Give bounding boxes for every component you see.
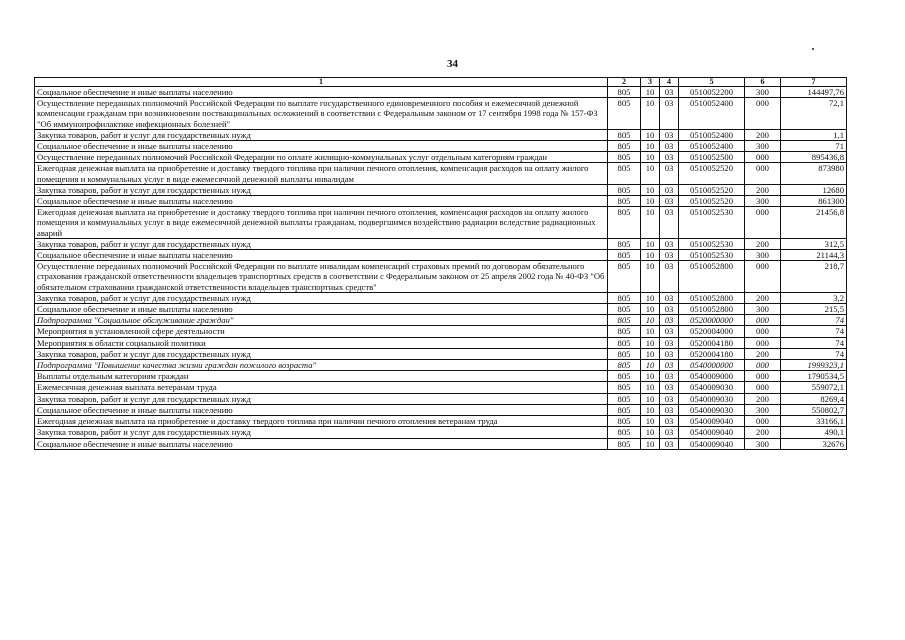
row-target-article-cell: 0540009040	[679, 416, 745, 427]
row-section-cell: 10	[641, 382, 660, 393]
row-section-cell: 10	[641, 261, 660, 293]
row-name-cell: Социальное обеспечение и иные выплаты населению	[35, 304, 608, 315]
table-row	[35, 141, 847, 152]
header-cell: 1	[35, 78, 608, 87]
row-subsection-cell: 03	[660, 207, 679, 239]
row-subsection-cell: 03	[660, 292, 679, 303]
row-section-cell: 10	[641, 416, 660, 427]
row-target-article-cell: 0510052500	[679, 152, 745, 163]
row-section-cell: 10	[641, 315, 660, 326]
row-code-cell: 805	[608, 98, 641, 130]
page-number: 34	[447, 58, 458, 70]
table-row	[35, 152, 847, 163]
row-expense-type-cell: 000	[745, 315, 781, 326]
row-expense-type-cell: 300	[745, 196, 781, 207]
table-row	[35, 129, 847, 140]
row-target-article-cell: 0510052800	[679, 292, 745, 303]
row-name-cell: Ежегодная денежная выплата на приобретение и доставку твердого топлива при наличии печного отопления, компенсация расходов на оплату жилого помещения и коммунальных услуг в виде ежемесячной денежной выплаты гражданам, подвергшимся воздействию радиации вследствие радиационных аварий	[35, 207, 608, 239]
row-section-cell: 10	[641, 292, 660, 303]
row-code-cell: 805	[608, 196, 641, 207]
row-code-cell: 805	[608, 337, 641, 348]
row-section-cell: 10	[641, 360, 660, 371]
row-subsection-cell: 03	[660, 261, 679, 293]
row-amount-cell: 1,1	[781, 129, 847, 140]
row-code-cell: 805	[608, 163, 641, 184]
row-target-article-cell: 0520000000	[679, 315, 745, 326]
header-cell: 4	[660, 78, 679, 87]
row-expense-type-cell: 000	[745, 382, 781, 393]
row-target-article-cell: 0540009040	[679, 438, 745, 449]
row-section-cell: 10	[641, 404, 660, 415]
row-section-cell: 10	[641, 438, 660, 449]
row-name-cell: Закупка товаров, работ и услуг для государственных нужд	[35, 292, 608, 303]
row-code-cell: 805	[608, 304, 641, 315]
row-amount-cell: 74	[781, 315, 847, 326]
table-row	[35, 371, 847, 382]
row-name-cell: Осуществление переданных полномочий Российской Федерации по выплате инвалидам компенсаций страховых премий по договорам обязательного страхования гражданской ответственности владельцев транспортных средств в соответствии с Федеральным законом от 25 апреля 2002 года № 40-ФЗ "Об обязательном страховании гражданской ответственности владельцев транспортных средств"	[35, 261, 608, 293]
row-code-cell: 805	[608, 141, 641, 152]
row-amount-cell: 71	[781, 141, 847, 152]
row-amount-cell: 550802,7	[781, 404, 847, 415]
budget-table	[34, 77, 847, 450]
row-target-article-cell: 0510052530	[679, 207, 745, 239]
header-cell: 6	[745, 78, 781, 87]
table-row	[35, 348, 847, 359]
row-amount-cell: 21456,8	[781, 207, 847, 239]
row-section-cell: 10	[641, 348, 660, 359]
row-name-cell: Социальное обеспечение и иные выплаты населению	[35, 404, 608, 415]
row-amount-cell: 8269,4	[781, 393, 847, 404]
row-target-article-cell: 0510052400	[679, 129, 745, 140]
row-name-cell: Мероприятия в области социальной политики	[35, 337, 608, 348]
row-expense-type-cell: 200	[745, 348, 781, 359]
row-name-cell: Закупка товаров, работ и услуг для государственных нужд	[35, 129, 608, 140]
row-name-cell: Мероприятия в установленной сфере деятельности	[35, 326, 608, 337]
row-expense-type-cell: 300	[745, 87, 781, 98]
row-code-cell: 805	[608, 129, 641, 140]
row-expense-type-cell: 300	[745, 404, 781, 415]
row-target-article-cell: 0540009040	[679, 427, 745, 438]
row-target-article-cell: 0540009000	[679, 371, 745, 382]
table-row	[35, 382, 847, 393]
row-expense-type-cell: 000	[745, 416, 781, 427]
row-section-cell: 10	[641, 393, 660, 404]
table-row	[35, 393, 847, 404]
table-row	[35, 250, 847, 261]
table-row	[35, 427, 847, 438]
table-row	[35, 326, 847, 337]
row-amount-cell: 74	[781, 337, 847, 348]
row-expense-type-cell: 300	[745, 250, 781, 261]
row-subsection-cell: 03	[660, 98, 679, 130]
row-subsection-cell: 03	[660, 87, 679, 98]
row-expense-type-cell: 200	[745, 427, 781, 438]
row-target-article-cell: 0510052520	[679, 184, 745, 195]
row-subsection-cell: 03	[660, 304, 679, 315]
row-target-article-cell: 0510052530	[679, 250, 745, 261]
row-section-cell: 10	[641, 337, 660, 348]
row-amount-cell: 215,5	[781, 304, 847, 315]
header-cell: 5	[679, 78, 745, 87]
row-expense-type-cell: 300	[745, 141, 781, 152]
row-target-article-cell: 0540000000	[679, 360, 745, 371]
row-target-article-cell: 0510052800	[679, 304, 745, 315]
row-subsection-cell: 03	[660, 393, 679, 404]
row-section-cell: 10	[641, 184, 660, 195]
row-expense-type-cell: 200	[745, 184, 781, 195]
row-code-cell: 805	[608, 292, 641, 303]
row-code-cell: 805	[608, 404, 641, 415]
row-name-cell: Закупка товаров, работ и услуг для государственных нужд	[35, 427, 608, 438]
row-target-article-cell: 0510052200	[679, 87, 745, 98]
row-name-cell: Выплаты отдельным категориям граждан	[35, 371, 608, 382]
row-section-cell: 10	[641, 98, 660, 130]
row-code-cell: 805	[608, 261, 641, 293]
table-row	[35, 98, 847, 130]
row-subsection-cell: 03	[660, 163, 679, 184]
row-subsection-cell: 03	[660, 427, 679, 438]
row-target-article-cell: 0520004180	[679, 348, 745, 359]
table-row	[35, 404, 847, 415]
table-row	[35, 196, 847, 207]
row-section-cell: 10	[641, 371, 660, 382]
row-subsection-cell: 03	[660, 196, 679, 207]
row-target-article-cell: 0510052520	[679, 196, 745, 207]
row-subsection-cell: 03	[660, 337, 679, 348]
row-subsection-cell: 03	[660, 129, 679, 140]
row-code-cell: 805	[608, 348, 641, 359]
row-target-article-cell: 0510052530	[679, 238, 745, 249]
row-code-cell: 805	[608, 207, 641, 239]
row-name-cell: Закупка товаров, работ и услуг для государственных нужд	[35, 238, 608, 249]
row-expense-type-cell: 200	[745, 238, 781, 249]
row-name-cell: Социальное обеспечение и иные выплаты населению	[35, 141, 608, 152]
row-code-cell: 805	[608, 326, 641, 337]
row-code-cell: 805	[608, 382, 641, 393]
row-amount-cell: 72,1	[781, 98, 847, 130]
table-row	[35, 304, 847, 315]
table-row	[35, 163, 847, 184]
table-row	[35, 315, 847, 326]
table-row	[35, 207, 847, 239]
row-name-cell: Ежегодная денежная выплата на приобретение и доставку твердого топлива при наличии печного отопления ветеранам труда	[35, 416, 608, 427]
row-name-cell: Социальное обеспечение и иные выплаты населению	[35, 87, 608, 98]
row-section-cell: 10	[641, 250, 660, 261]
row-subsection-cell: 03	[660, 438, 679, 449]
row-section-cell: 10	[641, 427, 660, 438]
row-code-cell: 805	[608, 360, 641, 371]
row-target-article-cell: 0540009030	[679, 393, 745, 404]
row-code-cell: 805	[608, 184, 641, 195]
row-subsection-cell: 03	[660, 348, 679, 359]
header-cell: 2	[608, 78, 641, 87]
row-section-cell: 10	[641, 129, 660, 140]
row-subsection-cell: 03	[660, 416, 679, 427]
row-amount-cell: 12680	[781, 184, 847, 195]
row-expense-type-cell: 200	[745, 129, 781, 140]
row-section-cell: 10	[641, 163, 660, 184]
table-row	[35, 184, 847, 195]
row-amount-cell: 895436,8	[781, 152, 847, 163]
row-subsection-cell: 03	[660, 382, 679, 393]
row-subsection-cell: 03	[660, 360, 679, 371]
table-row	[35, 261, 847, 293]
row-name-cell: Социальное обеспечение и иные выплаты населению	[35, 438, 608, 449]
row-section-cell: 10	[641, 152, 660, 163]
row-amount-cell: 3,2	[781, 292, 847, 303]
row-expense-type-cell: 000	[745, 371, 781, 382]
table-row	[35, 87, 847, 98]
row-code-cell: 805	[608, 438, 641, 449]
row-code-cell: 805	[608, 238, 641, 249]
row-target-article-cell: 0540009030	[679, 404, 745, 415]
row-name-cell: Подпрограмма "Повышение качества жизни граждан пожилого возраста"	[35, 360, 608, 371]
row-expense-type-cell: 000	[745, 337, 781, 348]
row-expense-type-cell: 000	[745, 163, 781, 184]
row-name-cell: Закупка товаров, работ и услуг для государственных нужд	[35, 184, 608, 195]
row-name-cell: Ежемесячная денежная выплата ветеранам труда	[35, 382, 608, 393]
row-amount-cell: 873980	[781, 163, 847, 184]
row-subsection-cell: 03	[660, 326, 679, 337]
row-code-cell: 805	[608, 250, 641, 261]
row-code-cell: 805	[608, 315, 641, 326]
table-row	[35, 337, 847, 348]
row-target-article-cell: 0510052400	[679, 98, 745, 130]
row-subsection-cell: 03	[660, 250, 679, 261]
row-amount-cell: 312,5	[781, 238, 847, 249]
row-name-cell: Осуществление переданных полномочий Российской Федерации по выплате государственного единовременного пособия и ежемесячной денежной компенсации гражданам при возникновении поствакцинальных осложнений в соответствии с Федеральным законом от 17 сентября 1998 года № 157-ФЗ "Об иммунопрофилактике инфекционных болезней"	[35, 98, 608, 130]
table-row	[35, 438, 847, 449]
row-section-cell: 10	[641, 238, 660, 249]
row-name-cell: Закупка товаров, работ и услуг для государственных нужд	[35, 393, 608, 404]
row-code-cell: 805	[608, 152, 641, 163]
row-amount-cell: 1999323,1	[781, 360, 847, 371]
row-subsection-cell: 03	[660, 371, 679, 382]
row-name-cell: Закупка товаров, работ и услуг для государственных нужд	[35, 348, 608, 359]
row-subsection-cell: 03	[660, 152, 679, 163]
row-subsection-cell: 03	[660, 141, 679, 152]
row-amount-cell: 490,1	[781, 427, 847, 438]
row-section-cell: 10	[641, 207, 660, 239]
row-amount-cell: 218,7	[781, 261, 847, 293]
row-target-article-cell: 0510052520	[679, 163, 745, 184]
row-code-cell: 805	[608, 87, 641, 98]
row-subsection-cell: 03	[660, 238, 679, 249]
row-expense-type-cell: 000	[745, 98, 781, 130]
row-expense-type-cell: 200	[745, 393, 781, 404]
row-code-cell: 805	[608, 416, 641, 427]
header-cell: 7	[781, 78, 847, 87]
row-expense-type-cell: 000	[745, 261, 781, 293]
row-name-cell: Социальное обеспечение и иные выплаты населению	[35, 250, 608, 261]
row-amount-cell: 21144,3	[781, 250, 847, 261]
row-code-cell: 805	[608, 371, 641, 382]
row-amount-cell: 33166,1	[781, 416, 847, 427]
row-name-cell: Ежегодная денежная выплата на приобретение и доставку твердого топлива при наличии печного отопления, компенсация расходов на оплату жилого помещения и коммунальных услуг в виде ежемесячной денежной выплаты инвалидам	[35, 163, 608, 184]
row-target-article-cell: 0540009030	[679, 382, 745, 393]
row-amount-cell: 559072,1	[781, 382, 847, 393]
row-code-cell: 805	[608, 393, 641, 404]
row-target-article-cell: 0520004000	[679, 326, 745, 337]
row-expense-type-cell: 000	[745, 326, 781, 337]
table-row	[35, 416, 847, 427]
row-amount-cell: 74	[781, 326, 847, 337]
header-cell: 3	[641, 78, 660, 87]
row-section-cell: 10	[641, 196, 660, 207]
row-name-cell: Подпрограмма "Социальное обслуживание граждан"	[35, 315, 608, 326]
row-amount-cell: 32676	[781, 438, 847, 449]
row-subsection-cell: 03	[660, 184, 679, 195]
row-code-cell: 805	[608, 427, 641, 438]
row-amount-cell: 74	[781, 348, 847, 359]
row-target-article-cell: 0510052400	[679, 141, 745, 152]
row-amount-cell: 144497,76	[781, 87, 847, 98]
row-expense-type-cell: 300	[745, 304, 781, 315]
table-row	[35, 292, 847, 303]
row-section-cell: 10	[641, 326, 660, 337]
row-target-article-cell: 0510052800	[679, 261, 745, 293]
scan-speck	[812, 48, 814, 50]
row-expense-type-cell: 000	[745, 152, 781, 163]
table-row	[35, 360, 847, 371]
row-expense-type-cell: 000	[745, 207, 781, 239]
table-row	[35, 238, 847, 249]
row-expense-type-cell: 000	[745, 360, 781, 371]
row-section-cell: 10	[641, 141, 660, 152]
table-header-row	[35, 78, 847, 87]
row-section-cell: 10	[641, 87, 660, 98]
row-target-article-cell: 0520004180	[679, 337, 745, 348]
row-subsection-cell: 03	[660, 315, 679, 326]
row-name-cell: Социальное обеспечение и иные выплаты населению	[35, 196, 608, 207]
row-expense-type-cell: 300	[745, 438, 781, 449]
row-section-cell: 10	[641, 304, 660, 315]
row-amount-cell: 1790534,5	[781, 371, 847, 382]
row-amount-cell: 861300	[781, 196, 847, 207]
row-name-cell: Осуществление переданных полномочий Российской Федерации по оплате жилищно-коммунальных услуг отдельным категориям граждан	[35, 152, 608, 163]
row-expense-type-cell: 200	[745, 292, 781, 303]
row-subsection-cell: 03	[660, 404, 679, 415]
